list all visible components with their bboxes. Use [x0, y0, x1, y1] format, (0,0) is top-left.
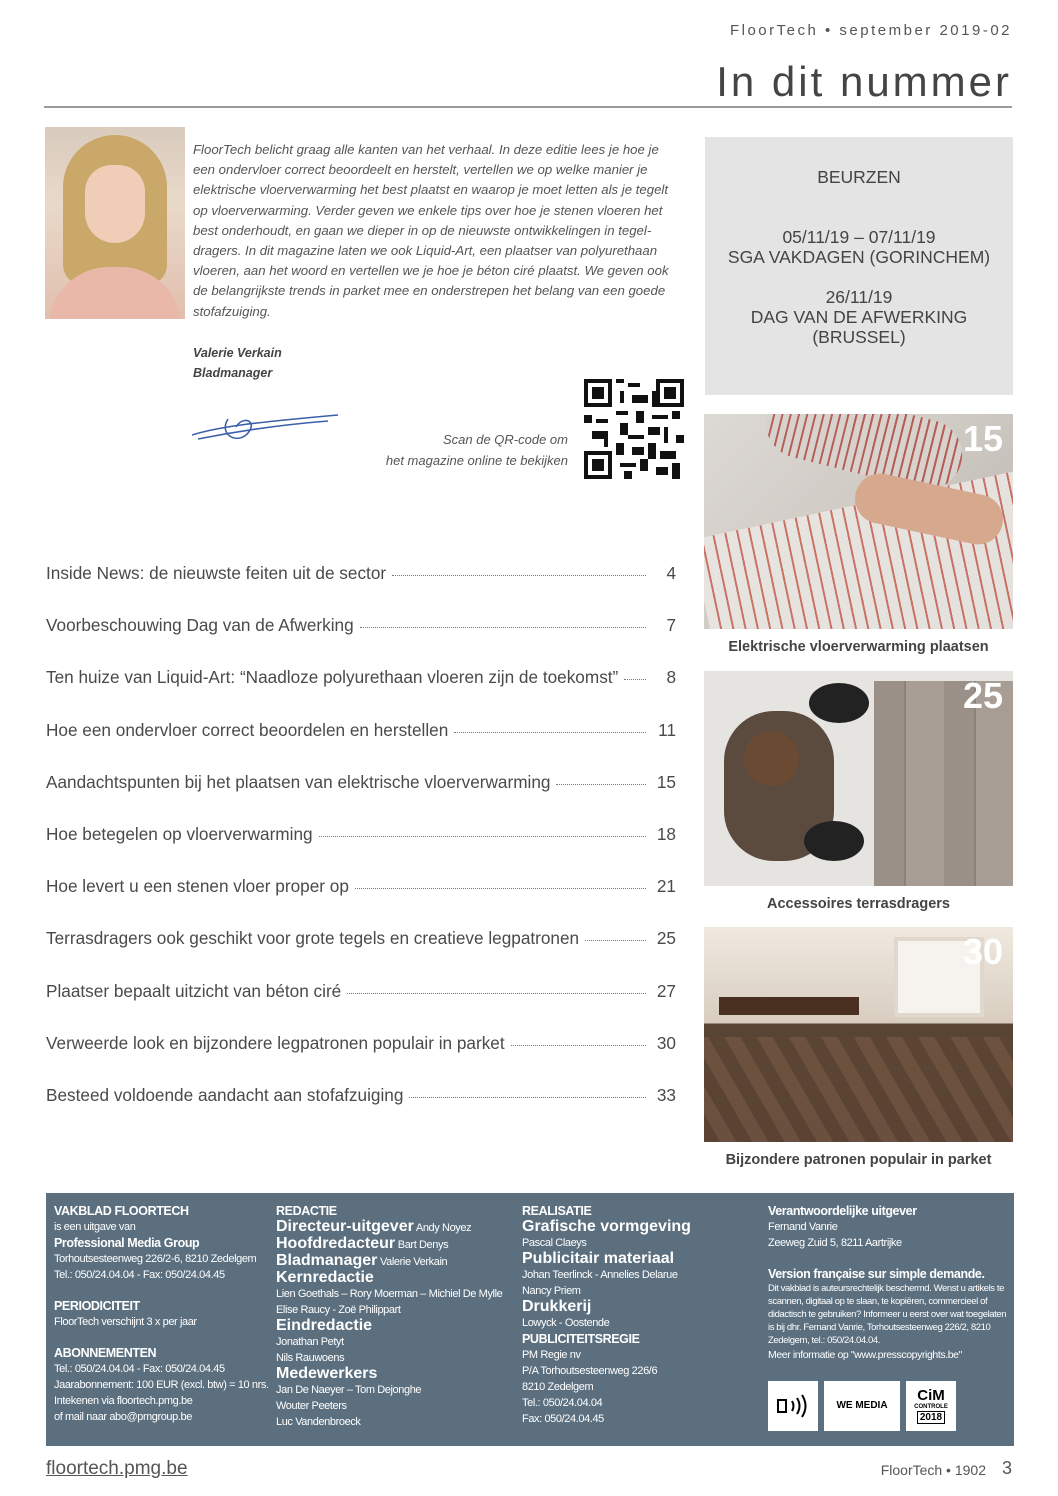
colophon-person: Wouter Peeters: [276, 1400, 347, 1412]
header-rule: [44, 106, 1012, 108]
qr-caption-line-2: het magazine online te bekijken: [385, 452, 568, 468]
toc-title: Inside News: de nieuwste feiten uit de sector: [46, 563, 387, 583]
editor-role: Bladmanager: [193, 366, 273, 380]
colophon-person: Luc Vandenbroeck: [276, 1416, 361, 1428]
feature-caption: Accessoires terrasdragers: [767, 896, 950, 912]
toc-title: Besteed voldoende aandacht aan stofafzuiging: [46, 1084, 404, 1105]
toc-page: 8: [666, 667, 676, 688]
colophon-line: of mail naar abo@pmgroup.be: [54, 1411, 192, 1423]
colophon-line: Jaarabonnement: 100 EUR (excl. btw) = 10 nrs.: [54, 1379, 269, 1391]
editor-signoff: [193, 343, 282, 383]
toc-title: Plaatser bepaalt uitzicht van béton ciré: [46, 980, 342, 1001]
events-title: BEURZEN: [817, 167, 901, 187]
table-of-contents: [46, 563, 676, 1137]
audio-logo: [768, 1381, 818, 1431]
colophon-heading: REALISATIE: [522, 1204, 592, 1218]
copyright-link-text: Meer informatie op "www.presscopyrights.be": [768, 1349, 962, 1361]
colophon-role: Eindredactie: [276, 1317, 373, 1334]
colophon-line: P/A Torhoutsesteenweg 226/6: [522, 1365, 658, 1377]
colophon-line: Fernand Vanrie: [768, 1221, 838, 1233]
issue-label: FloorTech • september 2019-02: [729, 22, 1012, 39]
toc-title: Hoe betegelen op vloerverwarming: [46, 823, 313, 844]
colophon-person: Jonathan Petyt: [276, 1336, 344, 1348]
logo-row: [768, 1381, 956, 1431]
colophon-heading: ABONNEMENTEN: [54, 1346, 157, 1360]
toc-page: 4: [666, 563, 676, 583]
colophon-person: Lien Goethals – Rory Moerman – Michiel De Mylle: [276, 1288, 503, 1300]
colophon-heading: Version française sur simple demande.: [768, 1267, 985, 1281]
toc-leader: [319, 836, 646, 837]
events-box: [705, 137, 1013, 395]
event-name: DAG VAN DE AFWERKING (BRUSSEL): [750, 307, 968, 347]
colophon-publisher: [54, 1203, 274, 1425]
colophon-line: PM Regie nv: [522, 1349, 581, 1361]
editorial-text: FloorTech belicht graag alle kanten van het verhaal. In deze editie lees je hoe je een ondervloer correct beoordeelt en herstelt, vertellen we op welke manier je elektrische vloerverwarming het best plaatst en waarop je moet letten als je tegelt op vloerverwarming. Verder geven we enkele tips over hoe je stenen vloeren het best onderhoudt, en gaan we dieper in op de nieuwste ontwikkelingen in tegel-dragers. In dit magazine laten we ook Liquid-Art, een plaatser van polyurethaan vloeren, aan het woord en vertellen we je hoe je béton ciré plaatst. We geven ook de belangrijkste trends in parket mee en onderstrepen het belang van een goede stofafzuiging.: [193, 142, 669, 319]
feature-page-number: 25: [962, 675, 1003, 716]
colophon-line: Tel.: 050/24.04.04 - Fax: 050/24.04.45: [54, 1363, 225, 1375]
colophon-role: Grafische vormgeving: [522, 1218, 691, 1235]
toc-page: 25: [656, 928, 676, 949]
colophon-line: Fax: 050/24.04.45: [522, 1413, 604, 1425]
we-media-logo: WE MEDIA: [824, 1381, 900, 1431]
event-date: 26/11/19: [825, 287, 893, 307]
feature-page-number: 30: [962, 931, 1003, 972]
toc-leader: [347, 993, 646, 994]
website-link[interactable]: floortech.pmg.be: [46, 1458, 188, 1479]
colophon-person: Elise Raucy - Zoë Philippart: [276, 1304, 401, 1316]
colophon-line: Torhoutsesteenweg 226/2-6, 8210 Zedelgem: [54, 1253, 257, 1265]
feature-card[interactable]: [704, 671, 1013, 912]
toc-title: Hoe levert u een stenen vloer proper op: [46, 876, 349, 897]
sound-icon: [776, 1392, 810, 1420]
toc-page: 27: [656, 980, 676, 1001]
colophon-line: Tel.: 050/24.04.04: [522, 1397, 603, 1409]
toc-page: 33: [656, 1084, 676, 1105]
toc-page: 30: [656, 1032, 676, 1053]
colophon-line: is een uitgave van: [54, 1221, 136, 1233]
colophon-person: Andy Noyez: [415, 1222, 472, 1234]
colophon-role: Bladmanager: [276, 1252, 378, 1269]
toc-entry[interactable]: [46, 981, 676, 1033]
toc-leader: [511, 1045, 646, 1046]
feature-caption: Bijzondere patronen populair in parket: [725, 1152, 992, 1168]
colophon-person: Lowyck - Oostende: [522, 1317, 610, 1329]
colophon-line: Intekenen via floortech.pmg.be: [54, 1395, 193, 1407]
toc-title: Voorbeschouwing Dag van de Afwerking: [46, 615, 354, 636]
running-footer: FloorTech • 1902: [880, 1462, 986, 1478]
colophon-editorial: [276, 1203, 516, 1430]
colophon-heading: PUBLICITEITSREGIE: [522, 1332, 640, 1346]
colophon-person: Pascal Claeys: [522, 1237, 587, 1249]
feature-image: [704, 414, 1013, 629]
toc-leader: [360, 627, 646, 628]
toc-leader: [556, 784, 646, 785]
colophon-person: Jan De Naeyer – Tom Dejonghe: [276, 1384, 422, 1396]
toc-entry[interactable]: [46, 772, 676, 824]
feature-card[interactable]: [704, 414, 1013, 655]
event-date: 05/11/19 – 07/11/19: [782, 227, 936, 247]
feature-caption: Elektrische vloerverwarming plaatsen: [728, 639, 989, 655]
toc-title: Hoe een ondervloer correct beoordelen en herstellen: [46, 719, 449, 740]
editor-portrait: [45, 127, 185, 319]
colophon-role: Kernredactie: [276, 1269, 374, 1286]
colophon-publisher-name: Professional Media Group: [54, 1236, 200, 1250]
colophon-role: Directeur-uitgever: [276, 1218, 414, 1235]
colophon-line: Tel.: 050/24.04.04 - Fax: 050/24.04.45: [54, 1269, 225, 1281]
toc-entry[interactable]: [46, 1085, 676, 1137]
colophon-person: Nancy Priem: [522, 1285, 581, 1297]
toc-title: Verweerde look en bijzondere legpatronen populair in parket: [46, 1032, 505, 1053]
toc-entry[interactable]: [46, 720, 676, 772]
colophon-person: Nils Rauwoens: [276, 1352, 345, 1364]
copyright-notice: Dit vakblad is auteursrechtelijk beschermd. Wenst u artikels te scannen, digitaal op te slaan, te kopiëren, commercieel of didactisch te gebruiken? Informeer u eerst over wat toegelaten is bij dhr. Fernand Vanrie, Torhoutsesteenweg 226/2, 8210 Zedelgem, tel.: 050/24.04.04.: [768, 1283, 1007, 1346]
colophon-person: Bart Denys: [397, 1239, 449, 1251]
cim-logo: [906, 1381, 956, 1431]
colophon-person: Valerie Verkain: [380, 1256, 448, 1268]
toc-page: 7: [666, 615, 676, 636]
toc-page: 18: [656, 823, 676, 844]
toc-entry[interactable]: [46, 876, 676, 928]
colophon: [46, 1193, 1014, 1446]
toc-entry[interactable]: [46, 615, 676, 667]
editor-name: Valerie Verkain: [193, 346, 282, 360]
event-name: SGA VAKDAGEN (GORINCHEM): [727, 247, 991, 267]
toc-title: Ten huize van Liquid-Art: “Naadloze polyurethaan vloeren zijn de toekomst”: [46, 667, 619, 688]
toc-leader: [355, 888, 646, 889]
toc-leader: [624, 679, 646, 680]
cim-logo-text: CiM: [917, 1387, 945, 1404]
toc-entry[interactable]: [46, 1033, 676, 1085]
toc-title: Terrasdragers ook geschikt voor grote tegels en creatieve legpatronen: [46, 928, 580, 949]
qr-caption: [340, 430, 568, 471]
colophon-line: Zeeweg Zuid 5, 8211 Aartrijke: [768, 1237, 902, 1249]
colophon-role: Publicitair materiaal: [522, 1250, 675, 1267]
colophon-production: [522, 1203, 762, 1427]
qr-caption-line-1: Scan de QR-code om: [442, 432, 568, 447]
qr-code[interactable]: [584, 379, 684, 479]
toc-page: 11: [658, 719, 676, 740]
feature-card[interactable]: [704, 927, 1013, 1168]
feature-image: [704, 671, 1013, 886]
colophon-role: Drukkerij: [522, 1298, 592, 1315]
colophon-heading: Verantwoordelijke uitgever: [768, 1204, 917, 1218]
toc-leader: [454, 732, 646, 733]
toc-entry[interactable]: [46, 928, 676, 980]
colophon-line: 8210 Zedelgem: [522, 1381, 594, 1393]
toc-title: Aandachtspunten bij het plaatsen van elektrische vloerverwarming: [46, 771, 551, 792]
toc-entry[interactable]: [46, 563, 676, 615]
toc-leader: [409, 1097, 646, 1098]
page-number: 3: [1001, 1458, 1012, 1478]
toc-page: 15: [656, 771, 676, 792]
toc-page: 21: [656, 876, 676, 897]
colophon-responsible: [768, 1203, 1012, 1363]
toc-leader: [585, 940, 646, 941]
colophon-person: Johan Teerlinck - Annelies Delarue: [522, 1269, 678, 1281]
toc-leader: [392, 575, 646, 576]
feature-image: [704, 927, 1013, 1142]
colophon-heading: VAKBLAD FLOORTECH: [54, 1204, 189, 1218]
colophon-role: Hoofdredacteur: [276, 1235, 396, 1252]
colophon-heading: PERIODICITEIT: [54, 1299, 140, 1313]
toc-entry[interactable]: [46, 824, 676, 876]
cim-logo-year: 2018: [917, 1411, 945, 1424]
page-title: In dit nummer: [716, 58, 1012, 105]
colophon-role: Medewerkers: [276, 1365, 378, 1382]
colophon-heading: REDACTIE: [276, 1204, 337, 1218]
toc-entry[interactable]: [46, 667, 676, 719]
cim-logo-sub: CONTROLE: [914, 1404, 948, 1410]
feature-page-number: 15: [962, 418, 1003, 459]
signature-image: [188, 405, 348, 447]
colophon-line: FloorTech verschijnt 3 x per jaar: [54, 1316, 197, 1328]
